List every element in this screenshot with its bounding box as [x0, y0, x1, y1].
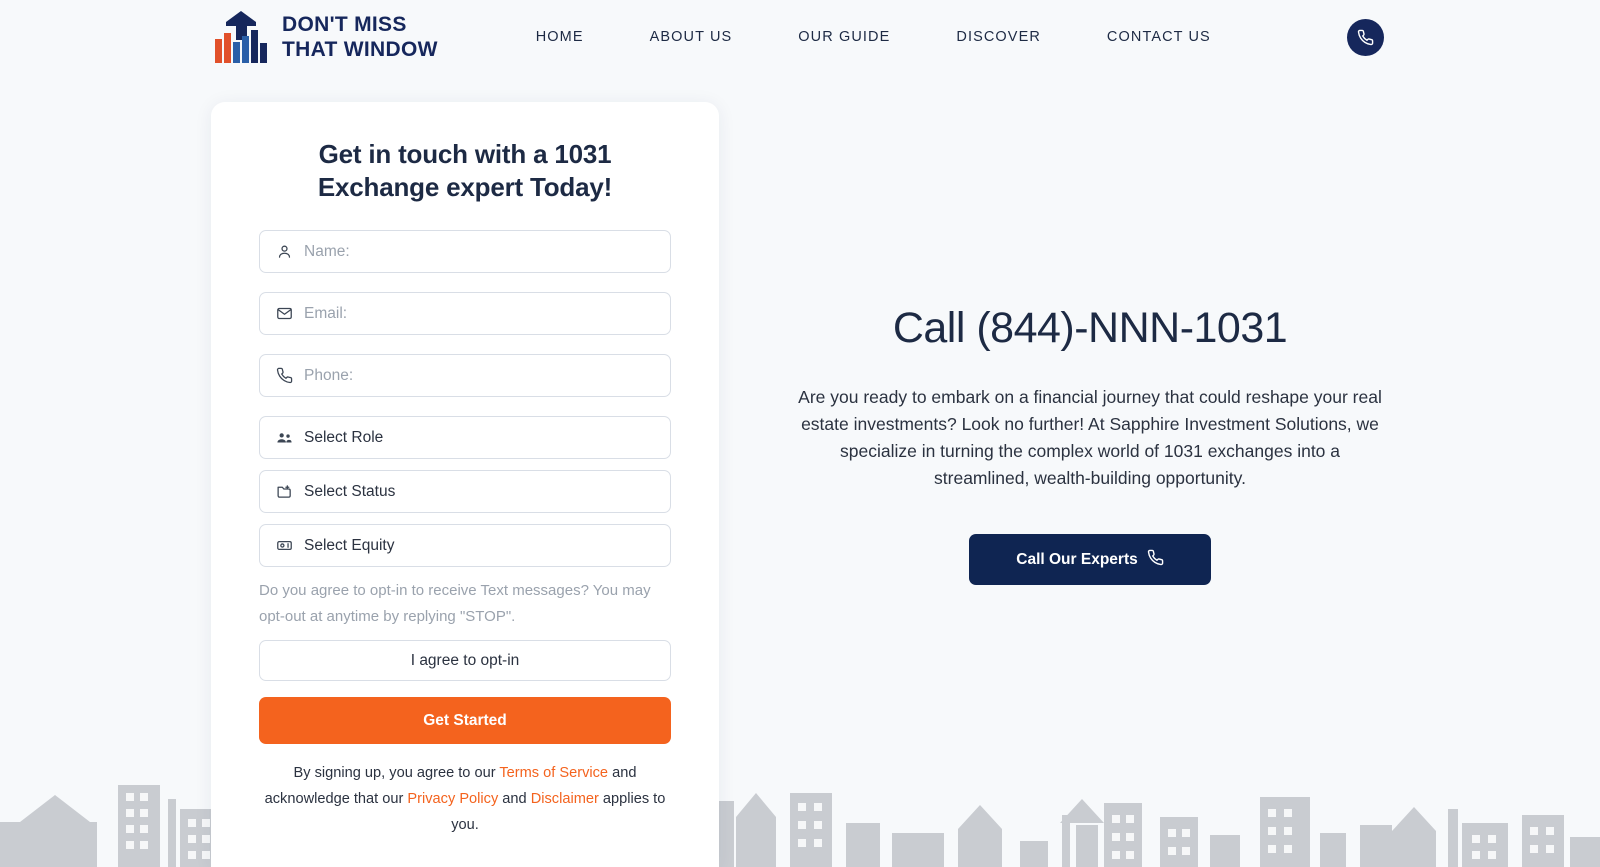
hero-section	[790, 300, 1390, 585]
main-nav	[503, 19, 1244, 55]
legal-text	[259, 760, 671, 838]
agree-opt-in-button[interactable]: I agree to opt-in	[259, 640, 671, 681]
disclaimer-link[interactable]: Disclaimer	[530, 791, 599, 807]
name-field-placeholder: Name:	[304, 242, 350, 260]
hero-headline: Call (844)-NNN-1031	[892, 304, 1288, 352]
role-select[interactable]	[259, 416, 671, 459]
privacy-policy-link[interactable]: Privacy Policy	[407, 791, 499, 807]
consent-text: Do you agree to opt-in to receive Text messages? You may opt-out at anytime by replying "STOP".	[259, 582, 651, 625]
logo[interactable]	[212, 9, 438, 65]
equity-select[interactable]	[259, 524, 671, 567]
legal-part-2: and acknowledge that our	[264, 765, 637, 807]
equity-select-value: Select Equity	[304, 536, 395, 554]
nav-item-our-guide[interactable]: OUR GUIDE	[798, 29, 891, 45]
logo-line-1: DON'T MISS	[282, 13, 407, 36]
role-select-value: Select Role	[304, 428, 384, 446]
status-select-value: Select Status	[304, 482, 396, 500]
call-our-experts-button[interactable]	[969, 534, 1211, 585]
header-phone-button[interactable]	[1347, 19, 1384, 56]
hero-description: Are you ready to embark on a financial journey that could reshape your real estate investments? Look no further! At Sapphire Investment Solutions, we specialize in turning the complex world of 1031 exchanges into a streamlined, wealth-building opportunity.	[798, 387, 1382, 488]
logo-text	[282, 12, 438, 62]
legal-part-4: applies to you.	[451, 791, 666, 833]
site-header	[0, 0, 1600, 74]
logo-line-2: THAT WINDOW	[282, 38, 438, 61]
money-icon	[274, 536, 294, 556]
phone-circle-icon	[1357, 29, 1374, 46]
terms-of-service-link[interactable]: Terms of Service	[499, 765, 609, 781]
users-icon	[274, 428, 294, 448]
email-field[interactable]	[259, 292, 671, 335]
nav-item-about-us[interactable]: ABOUT US	[649, 29, 733, 45]
envelope-icon	[274, 304, 294, 324]
phone-field[interactable]	[259, 354, 671, 397]
phone-field-placeholder: Phone:	[304, 366, 354, 384]
status-select[interactable]	[259, 470, 671, 513]
legal-part-1: By signing up, you agree to our	[293, 765, 500, 781]
nav-item-contact-us[interactable]: CONTACT US	[1106, 29, 1211, 45]
folder-icon	[274, 482, 294, 502]
legal-part-3: and	[498, 791, 531, 807]
form-title: Get in touch with a 1031 Exchange expert Today!	[317, 139, 613, 202]
phone-icon	[1147, 549, 1164, 571]
nav-item-discover[interactable]: DISCOVER	[956, 29, 1041, 45]
phone-icon	[274, 366, 294, 386]
call-our-experts-label: Call Our Experts	[1016, 550, 1138, 568]
get-started-button[interactable]: Get Started	[259, 697, 671, 744]
email-field-placeholder: Email:	[304, 304, 348, 322]
building-window-logo-icon	[212, 9, 270, 65]
user-icon	[274, 242, 294, 262]
lead-form-card	[211, 102, 719, 867]
nav-item-home[interactable]: HOME	[535, 29, 584, 45]
name-field[interactable]	[259, 230, 671, 273]
